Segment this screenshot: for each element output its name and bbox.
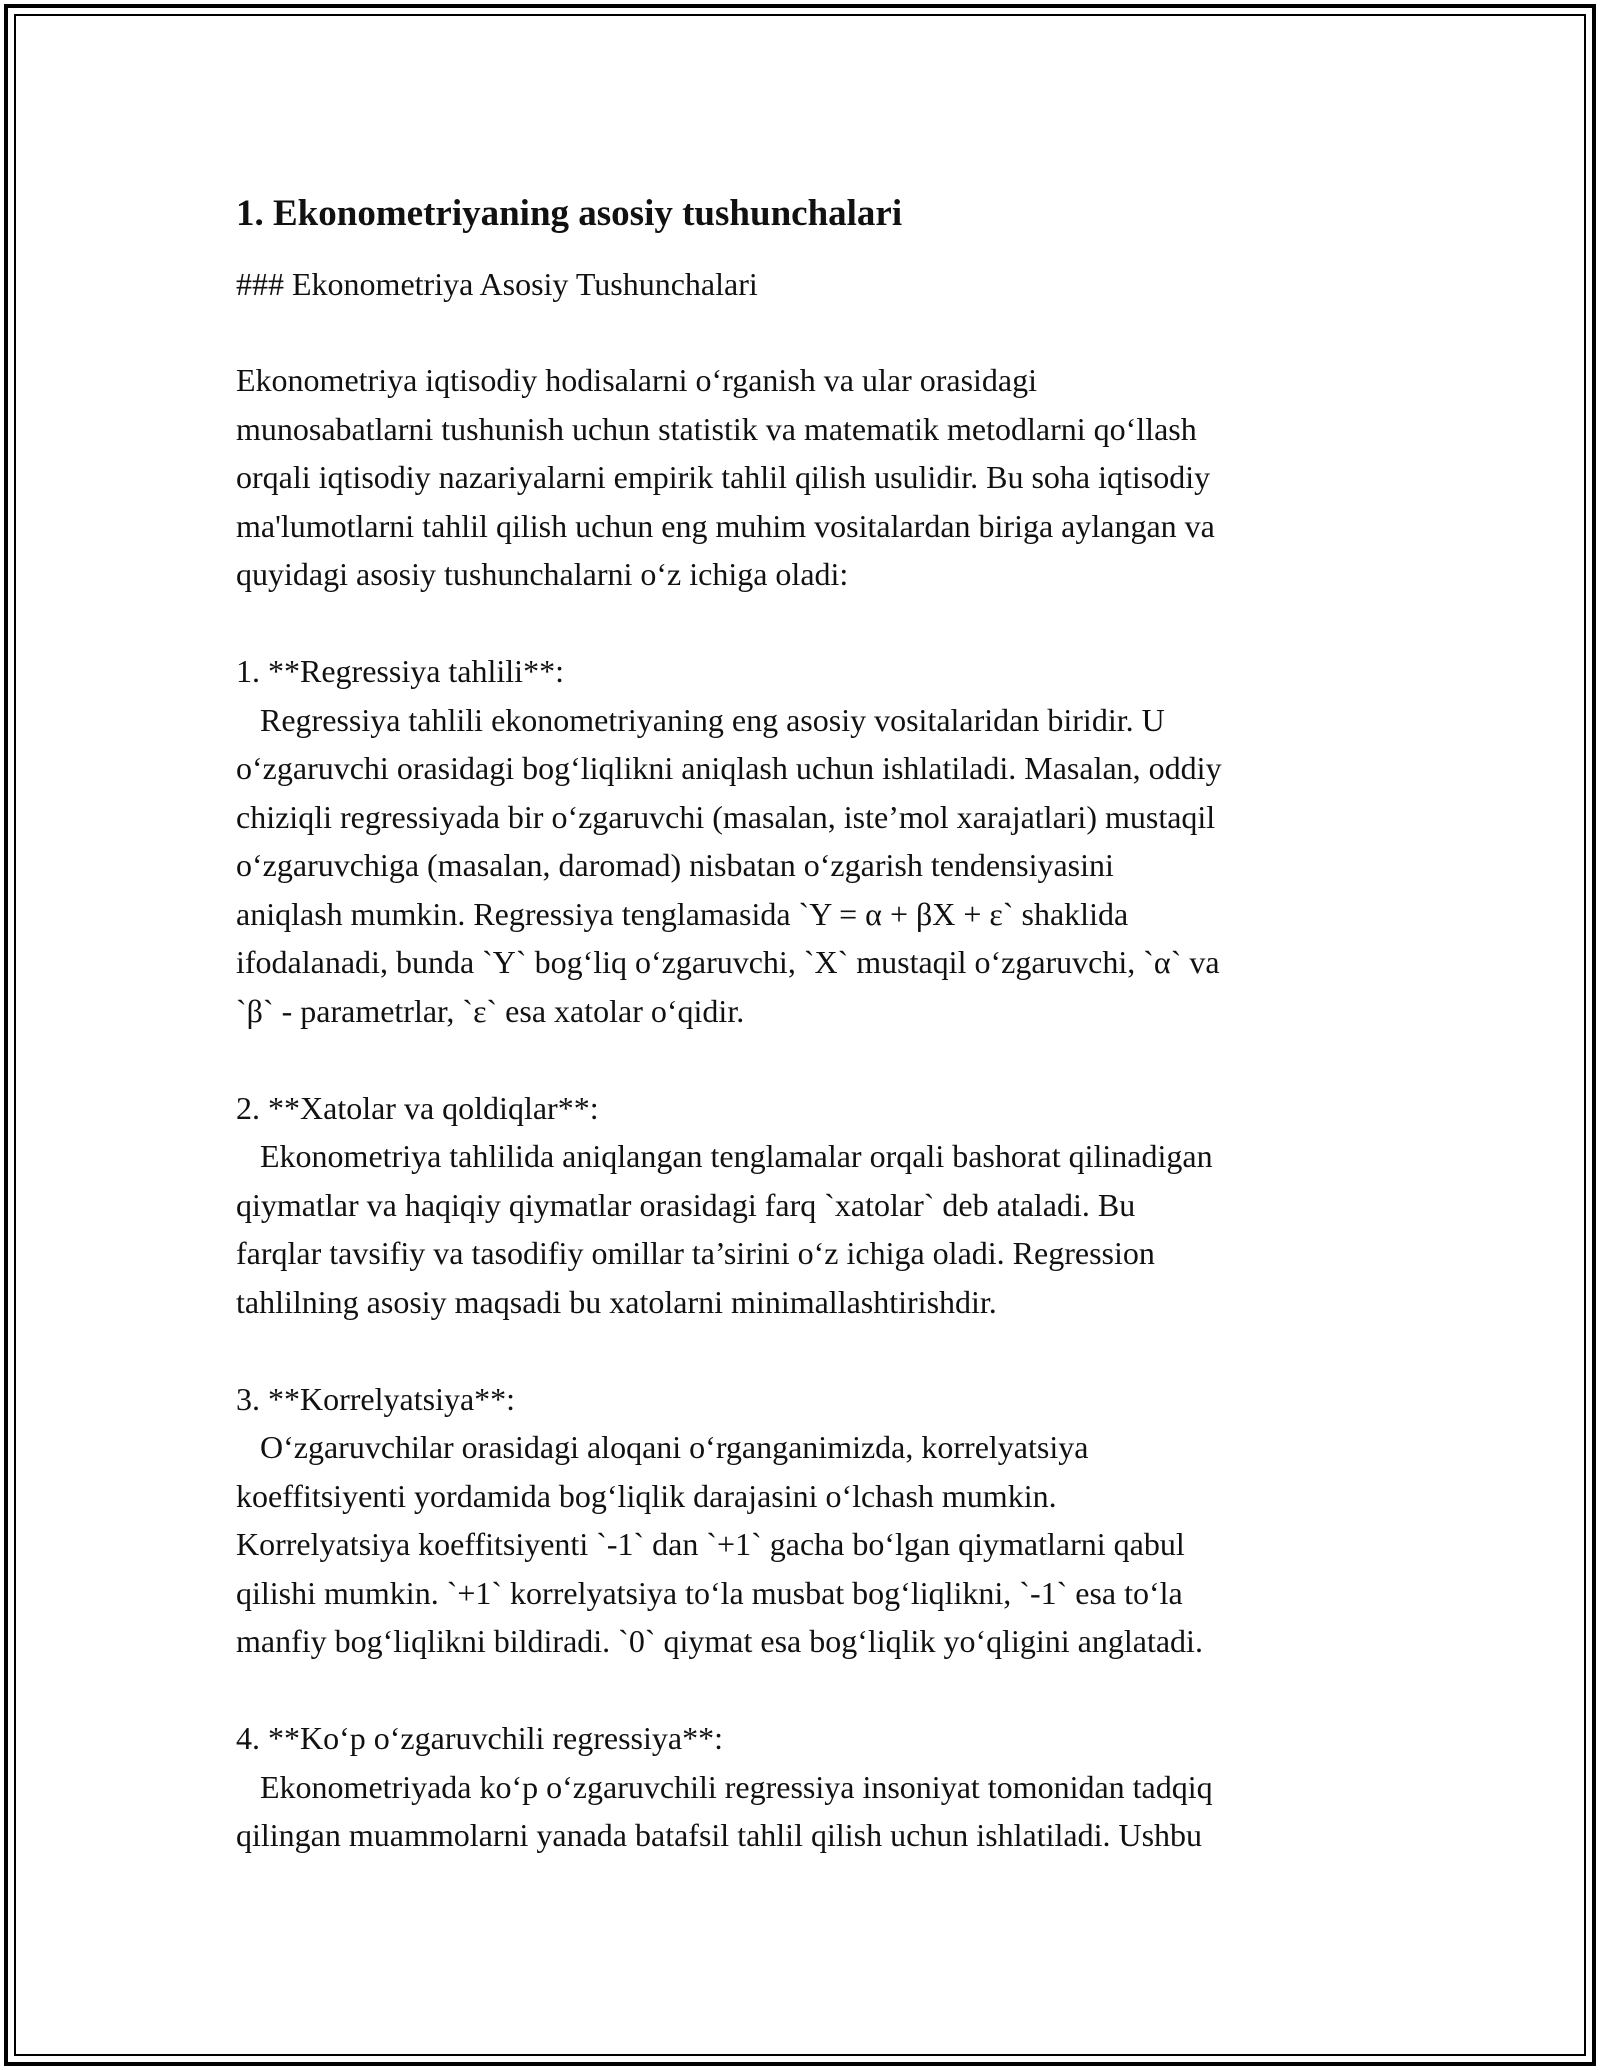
section-regression bbox=[236, 647, 1386, 1035]
section-heading: 2. **Xatolar va qoldiqlar**: bbox=[236, 1089, 599, 1126]
section-line: Regressiya tahlili ekonometriyaning eng asosiy vositalaridan biridir. U bbox=[236, 701, 1165, 738]
section-heading: 3. **Korrelyatsiya**: bbox=[236, 1380, 516, 1417]
section-line: qilishi mumkin. `+1` korrelyatsiya to‘la musbat bog‘liqlikni, `-1` esa to‘la bbox=[236, 1574, 1183, 1611]
intro-paragraph bbox=[236, 356, 1386, 599]
section-line: farqlar tavsifiy va tasodifiy omillar ta’sirini o‘z ichiga oladi. Regression bbox=[236, 1235, 1155, 1271]
section-heading: 1. **Regressiya tahlili**: bbox=[236, 653, 564, 689]
section-errors-residuals bbox=[236, 1084, 1386, 1327]
section-line: `β` - parametrlar, `ε` esa xatolar o‘qidir. bbox=[236, 992, 745, 1029]
intro-line: ma'lumotlarni tahlil qilish uchun eng muhim vositalardan biriga aylangan va bbox=[236, 507, 1215, 544]
intro-line: Ekonometriya iqtisodiy hodisalarni o‘rganish va ular orasidagi bbox=[236, 362, 1038, 398]
section-line: O‘zgaruvchilar orasidagi aloqani o‘rganganimizda, korrelyatsiya bbox=[236, 1429, 1089, 1465]
section-correlation bbox=[236, 1375, 1386, 1666]
document-title: 1. Ekonometriyaning asosiy tushunchalari bbox=[236, 193, 903, 234]
section-line: aniqlash mumkin. Regressiya tenglamasida `Y = α + βX + ε` shaklida bbox=[236, 895, 1129, 932]
intro-line: munosabatlarni tushunish uchun statistik va matematik metodlarni qo‘llash bbox=[236, 410, 1197, 447]
section-line: Korrelyatsiya koeffitsiyenti `-1` dan `+1` gacha bo‘lgan qiymatlarni qabul bbox=[236, 1526, 1185, 1562]
section-line: chiziqli regressiyada bir o‘zgaruvchi (masalan, iste’mol xarajatlari) mustaqil bbox=[236, 798, 1216, 835]
section-line: Ekonometriyada ko‘p o‘zgaruvchili regressiya insoniyat tomonidan tadqiq bbox=[236, 1768, 1213, 1805]
section-line: manfiy bog‘liqlikni bildiradi. `0` qiymat esa bog‘liqlik yo‘qligini anglatadi. bbox=[236, 1623, 1203, 1659]
document-subheading: ### Ekonometriya Asosiy Tushunchalari bbox=[236, 266, 758, 302]
section-line: qilingan muammolarni yanada batafsil tahlil qilish uchun ishlatiladi. Ushbu bbox=[236, 1817, 1203, 1853]
section-line: o‘zgaruvchi orasidagi bog‘liqlikni aniqlash uchun ishlatiladi. Masalan, oddiy bbox=[236, 750, 1222, 786]
section-heading: 4. **Ko‘p o‘zgaruvchili regressiya**: bbox=[236, 1720, 723, 1756]
document-body bbox=[236, 188, 1386, 1908]
section-multiple-regression bbox=[236, 1714, 1386, 1860]
section-line: koeffitsiyenti yordamida bog‘liqlik darajasini o‘lchash mumkin. bbox=[236, 1477, 1057, 1514]
section-line: tahlilning asosiy maqsadi bu xatolarni minimallashtirishdir. bbox=[236, 1283, 997, 1320]
section-line: ifodalanadi, bunda `Y` bog‘liq o‘zgaruvchi, `X` mustaqil o‘zgaruvchi, `α` va bbox=[236, 944, 1220, 980]
section-line: o‘zgaruvchiga (masalan, daromad) nisbatan o‘zgarish tendensiyasini bbox=[236, 847, 1114, 883]
section-line: Ekonometriya tahlilida aniqlangan tenglamalar orqali bashorat qilinadigan bbox=[236, 1138, 1213, 1174]
intro-line: quyidagi asosiy tushunchalarni o‘z ichiga oladi: bbox=[236, 556, 849, 592]
section-line: qiymatlar va haqiqiy qiymatlar orasidagi farq `xatolar` deb ataladi. Bu bbox=[236, 1186, 1136, 1223]
intro-line: orqali iqtisodiy nazariyalarni empirik tahlil qilish usulidir. Bu soha iqtisodiy bbox=[236, 459, 1211, 495]
